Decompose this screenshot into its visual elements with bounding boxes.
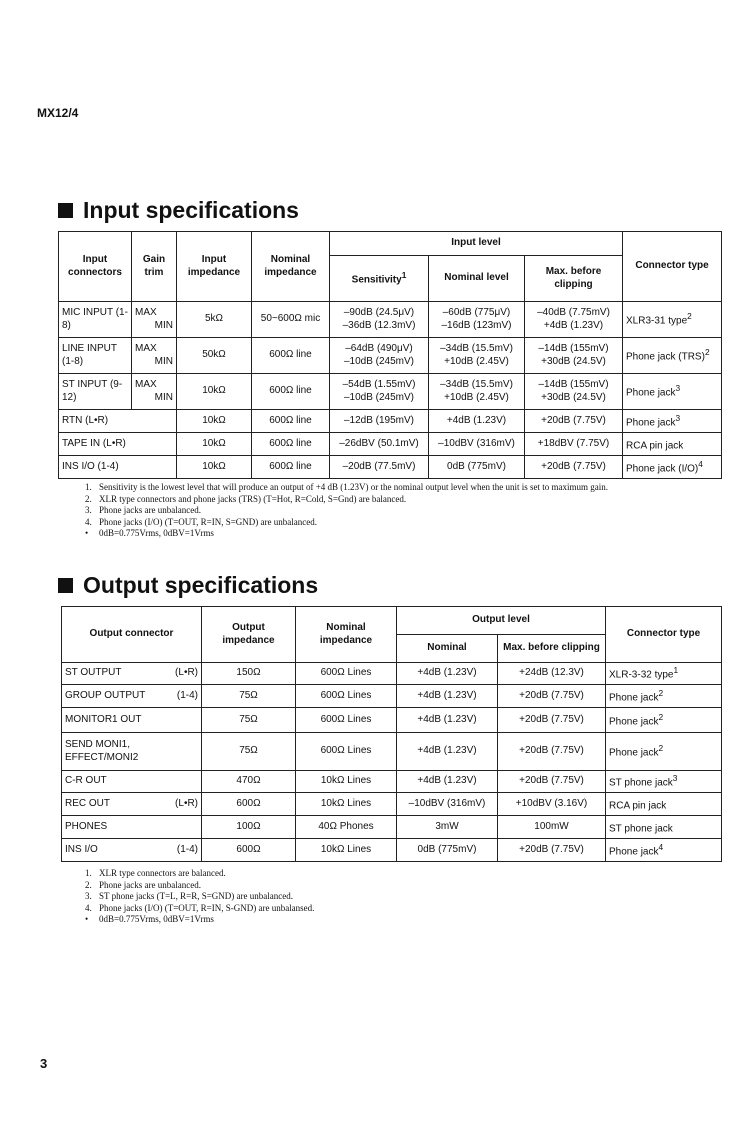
type-cell: Phone jack$^2$ — [606, 733, 722, 771]
type-cell: Phone jack$^3$ — [623, 374, 722, 410]
heading-bullet-icon — [58, 578, 73, 593]
col-input-impedance: Input impedance — [177, 232, 252, 302]
level-cell: 3mW — [397, 816, 498, 839]
connector-cell: LINE INPUT (1-8) — [59, 338, 132, 374]
input-specs-title: Input specifications — [83, 197, 299, 223]
connector-cell: REC OUT (L•R) — [62, 793, 202, 816]
connector-cell: ST OUTPUT (L•R) — [62, 663, 202, 685]
nominal-cell: 600Ω Lines — [296, 685, 397, 708]
footnote: 3. ST phone jacks (T=L, R=R, S=GND) are unbalanced. — [85, 891, 294, 901]
impedance-cell: 10kΩ — [177, 374, 252, 410]
footnote: 3. Phone jacks are unbalanced. — [85, 505, 201, 515]
type-cell: Phone jack$^2$ — [606, 685, 722, 708]
connector-cell: INS I/O (1-4) — [62, 839, 202, 862]
nominal-cell: 10kΩ Lines — [296, 839, 397, 862]
table-row — [59, 374, 722, 410]
col-gain-trim: Gain trim — [132, 232, 177, 302]
max-cell: +18dBV (7.75V) — [525, 433, 623, 456]
table-row — [59, 338, 722, 374]
col-max-clipping: Max. before clipping — [525, 256, 623, 302]
table-row — [59, 410, 722, 433]
col-output-impedance: Output impedance — [202, 607, 296, 663]
connector-cell: SEND MONI1, EFFECT/MONI2 — [62, 733, 202, 771]
nominal-cell: 600Ω line — [252, 456, 330, 479]
nominal-cell: 50~600Ω mic — [252, 302, 330, 338]
connector-cell: INS I/O (1-4) — [59, 456, 177, 479]
impedance-cell: 75Ω — [202, 733, 296, 771]
type-cell: Phone jack $(I/O)^4$ — [623, 456, 722, 479]
table-row — [62, 793, 722, 816]
type-cell: Phone jack$^2$ — [606, 708, 722, 733]
col-input-level: Input level — [330, 232, 623, 256]
table-row — [62, 771, 722, 793]
max-cell: –14dB (155mV) +30dB (24.5V) — [525, 374, 623, 410]
col-max-clipping: Max. before clipping — [498, 635, 606, 663]
output-specs-title: Output specifications — [83, 572, 319, 598]
table-row — [62, 708, 722, 733]
max-cell: +20dB (7.75V) — [525, 410, 623, 433]
sensitivity-cell: –20dB (77.5mV) — [330, 456, 429, 479]
connector-cell: MIC INPUT (1-8) — [59, 302, 132, 338]
impedance-cell: 100Ω — [202, 816, 296, 839]
gain-cell: MAX MIN — [132, 374, 177, 410]
type-cell: XLR3-31 type$^2$ — [623, 302, 722, 338]
nominal-cell: 600Ω line — [252, 433, 330, 456]
input-spec-table — [58, 231, 722, 479]
table-row — [59, 456, 722, 479]
connector-cell: C-R OUT — [62, 771, 202, 793]
level-cell: –10dBV (316mV) — [429, 433, 525, 456]
max-cell: –40dB (7.75mV) +4dB (1.23V) — [525, 302, 623, 338]
max-cell: +20dB (7.75V) — [498, 733, 606, 771]
type-cell: RCA pin jack — [606, 793, 722, 816]
model-name: MX12/4 — [37, 106, 79, 120]
type-cell: Phone jack (TRS)$^2$ — [623, 338, 722, 374]
sensitivity-cell: –26dBV (50.1mV) — [330, 433, 429, 456]
table-row — [62, 663, 722, 685]
type-cell: Phone jack$^3$ — [623, 410, 722, 433]
level-cell: +4dB (1.23V) — [429, 410, 525, 433]
output-specs-heading — [58, 572, 318, 599]
type-cell: Phone jack$^4$ — [606, 839, 722, 862]
impedance-cell: 470Ω — [202, 771, 296, 793]
col-output-connector: Output connector — [62, 607, 202, 663]
connector-cell: PHONES — [62, 816, 202, 839]
nominal-cell: 10kΩ Lines — [296, 793, 397, 816]
table-row — [59, 302, 722, 338]
max-cell: +20dB (7.75V) — [498, 708, 606, 733]
level-cell: 0dB (775mV) — [429, 456, 525, 479]
footnote: • 0dB=0.775Vrms, 0dBV=1Vrms — [85, 528, 214, 538]
page-number: 3 — [40, 1056, 48, 1071]
input-specs-heading — [58, 197, 299, 224]
connector-cell: GROUP OUTPUT (1-4) — [62, 685, 202, 708]
nominal-cell: 600Ω line — [252, 338, 330, 374]
impedance-cell: 150Ω — [202, 663, 296, 685]
col-sensitivity: Sensitivity$^1$ — [330, 256, 429, 302]
nominal-cell: 600Ω line — [252, 374, 330, 410]
nominal-cell: 600Ω line — [252, 410, 330, 433]
footnote: • 0dB=0.775Vrms, 0dBV=1Vrms — [85, 914, 214, 924]
table-row — [59, 433, 722, 456]
impedance-cell: 600Ω — [202, 839, 296, 862]
connector-cell: MONITOR1 OUT — [62, 708, 202, 733]
output-spec-table — [61, 606, 722, 862]
col-nominal-level: Nominal level — [429, 256, 525, 302]
nominal-cell: 600Ω Lines — [296, 663, 397, 685]
level-cell: +4dB (1.23V) — [397, 685, 498, 708]
impedance-cell: 10kΩ — [177, 410, 252, 433]
col-nominal-impedance: Nominal impedance — [252, 232, 330, 302]
impedance-cell: 600Ω — [202, 793, 296, 816]
col-nominal: Nominal — [397, 635, 498, 663]
footnote: 2. Phone jacks are unbalanced. — [85, 879, 201, 890]
connector-cell: ST INPUT (9-12) — [59, 374, 132, 410]
max-cell: +10dBV (3.16V) — [498, 793, 606, 816]
col-output-level: Output level — [397, 607, 606, 635]
table-row — [62, 816, 722, 839]
level-cell: +4dB (1.23V) — [397, 663, 498, 685]
impedance-cell: 50kΩ — [177, 338, 252, 374]
heading-bullet-icon — [58, 203, 73, 218]
footnote: 1. Sensitivity is the lowest level that will produce an output of +4 dB (1.23V) or the nominal output level when the unit is set to maximum gain. — [85, 482, 609, 492]
gain-cell: MAX MIN — [132, 338, 177, 374]
max-cell: 100mW — [498, 816, 606, 839]
nominal-cell: 600Ω Lines — [296, 733, 397, 771]
max-cell: –14dB (155mV) +30dB (24.5V) — [525, 338, 623, 374]
type-cell: ST phone jack$^3$ — [606, 771, 722, 793]
footnote: 4. Phone jacks (I/O) (T=OUT, R=IN, S-GND) are unbalansed. — [85, 902, 315, 913]
sensitivity-cell: –64dB (490μV) –10dB (245mV) — [330, 338, 429, 374]
level-cell: +4dB (1.23V) — [397, 771, 498, 793]
table-row — [62, 685, 722, 708]
max-cell: +20dB (7.75V) — [498, 685, 606, 708]
level-cell: –10dBV (316mV) — [397, 793, 498, 816]
sensitivity-cell: –12dB (195mV) — [330, 410, 429, 433]
max-cell: +24dB (12.3V) — [498, 663, 606, 685]
type-cell: XLR-3-32 type$^1$ — [606, 663, 722, 685]
output-notes — [85, 868, 314, 926]
level-cell: +4dB (1.23V) — [397, 708, 498, 733]
type-cell: ST phone jack — [606, 816, 722, 839]
impedance-cell: 5kΩ — [177, 302, 252, 338]
max-cell: +20dB (7.75V) — [498, 771, 606, 793]
col-input-connectors: Input connectors — [59, 232, 132, 302]
impedance-cell: 75Ω — [202, 708, 296, 733]
level-cell: 0dB (775mV) — [397, 839, 498, 862]
col-nominal-impedance: Nominal impedance — [296, 607, 397, 663]
level-cell: –34dB (15.5mV) +10dB (2.45V) — [429, 374, 525, 410]
table-row — [62, 839, 722, 862]
sensitivity-cell: –54dB (1.55mV) –10dB (245mV) — [330, 374, 429, 410]
nominal-cell: 10kΩ Lines — [296, 771, 397, 793]
col-connector-type: Connector type — [623, 232, 722, 302]
max-cell: +20dB (7.75V) — [525, 456, 623, 479]
type-cell: RCA pin jack — [623, 433, 722, 456]
footnote: 1. XLR type connectors are balanced. — [85, 868, 226, 878]
gain-cell: MAX MIN — [132, 302, 177, 338]
footnote: 4. Phone jacks (I/O) (T=OUT, R=IN, S=GND) are unbalanced. — [85, 516, 317, 527]
impedance-cell: 75Ω — [202, 685, 296, 708]
level-cell: –60dB (775μV) –16dB (123mV) — [429, 302, 525, 338]
input-notes — [85, 482, 608, 540]
nominal-cell: 40Ω Phones — [296, 816, 397, 839]
connector-cell: TAPE IN (L•R) — [59, 433, 177, 456]
max-cell: +20dB (7.75V) — [498, 839, 606, 862]
level-cell: –34dB (15.5mV) +10dB (2.45V) — [429, 338, 525, 374]
col-connector-type: Connector type — [606, 607, 722, 663]
impedance-cell: 10kΩ — [177, 456, 252, 479]
table-row — [62, 733, 722, 771]
footnote: 2. XLR type connectors and phone jacks (TRS) (T=Hot, R=Cold, S=Gnd) are balanced. — [85, 493, 407, 504]
impedance-cell: 10kΩ — [177, 433, 252, 456]
connector-cell: RTN (L•R) — [59, 410, 177, 433]
level-cell: +4dB (1.23V) — [397, 733, 498, 771]
nominal-cell: 600Ω Lines — [296, 708, 397, 733]
sensitivity-cell: –90dB (24.5μV) –36dB (12.3mV) — [330, 302, 429, 338]
